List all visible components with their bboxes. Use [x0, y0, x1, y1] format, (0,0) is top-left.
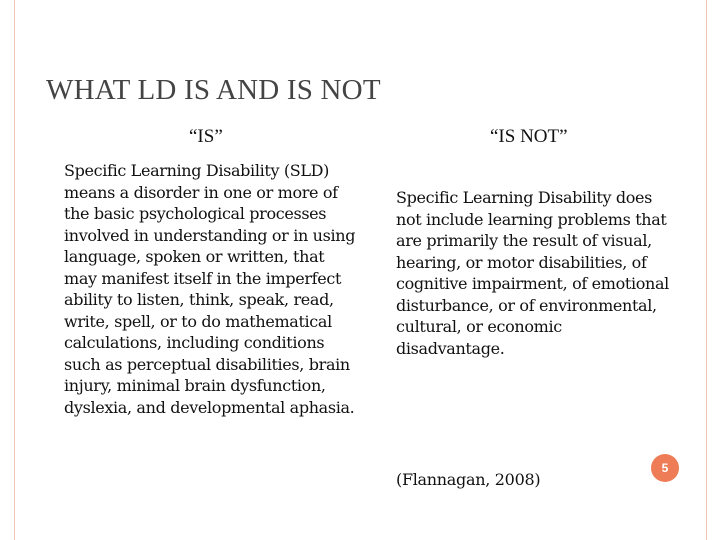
page-number-badge: 5 [651, 454, 679, 482]
is-column-definition: Specific Learning Disability (SLD) means a disorder in one or more of the basic psychological processes involved in understanding or in using language, spoken or written, that may manifest itself in the imperfect ability to listen, think, speak, read, write, spell, or to do mathematical calculations, including conditions such as perceptual disabilities, brain injury, minimal brain dysfunction, dyslexia, and developmental aphasia. [64, 161, 356, 417]
is-column-heading: “IS” [189, 126, 223, 147]
slide-title: WHAT LD IS AND IS NOT [46, 74, 381, 106]
slide-frame-right-line [706, 0, 707, 540]
is-not-column-definition: Specific Learning Disability does not include learning problems that are primarily the result of visual, hearing, or motor disabilities, of cognitive impairment, of emotional disturbance, or of environmental, cultural, or economic disadvantage. [396, 188, 669, 358]
citation: (Flannagan, 2008) [396, 470, 541, 489]
slide-frame-left-line [14, 0, 15, 540]
is-not-column-heading: “IS NOT” [490, 126, 568, 147]
